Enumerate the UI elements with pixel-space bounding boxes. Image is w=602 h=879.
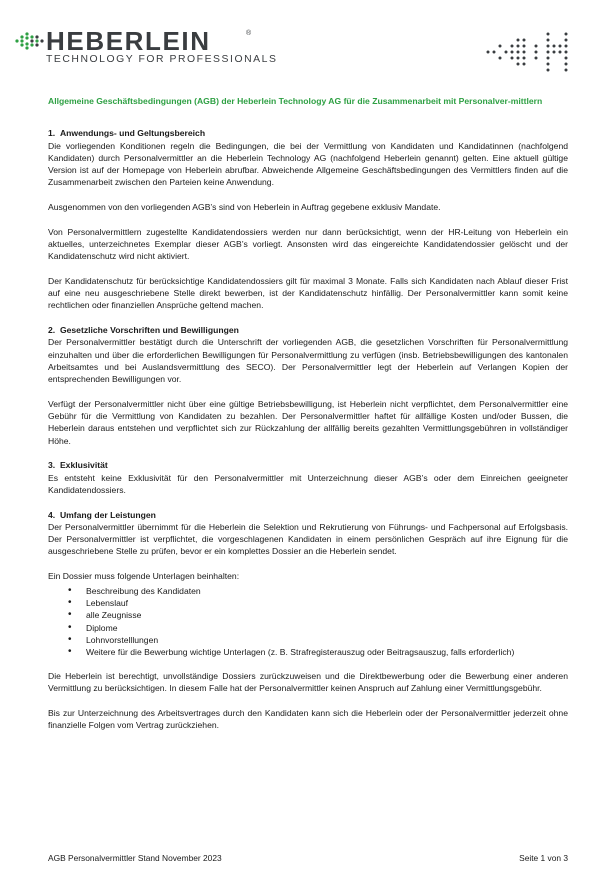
matrix-dot (535, 57, 538, 60)
matrix-dot (517, 51, 520, 54)
section-heading: 2. Gesetzliche Vorschriften und Bewilligungen (48, 325, 239, 336)
section-heading: 1. Anwendungs- und Geltungsbereich (48, 128, 206, 139)
paragraph: Ein Dossier muss folgende Unterlagen beinhalten: (48, 570, 240, 581)
matrix-dot (559, 51, 562, 54)
list-item: • Diplome (48, 622, 568, 634)
matrix-dot (511, 57, 514, 60)
page-footer (48, 853, 568, 863)
paragraph: Der Kandidatenschutz für berücksichtige Kandidatendossiers gilt für maximal 3 Monate. Falls sich Kandidaten nach Ablauf dieser Frist auf eine neu ausgeschriebene Stelle direkt bewerben, ist der Kandidatenschutz hinfällig. Der Personalvermittler kann somit keine rechtlichen oder finanziellen Ansprüche geltend machen. (48, 275, 568, 311)
footer-document-info: AGB Personalvermittler Stand November 2023 (48, 853, 222, 863)
paragraph: Bis zur Unterzeichnung des Arbeitsvertrages durch den Kandidaten kann sich die Heberlein oder der Personalvermittler jederzeit ohne finanzielle Folgen vom Vertrag zurückziehen. (48, 707, 568, 731)
matrix-dot (499, 45, 502, 48)
document-body (48, 95, 568, 744)
matrix-dot (523, 51, 526, 54)
list-item: • Weitere für die Bewerbung wichtige Unterlagen (z. B. Strafregisterauszug oder Beitragsauszug, falls erforderlich) (48, 646, 568, 658)
matrix-dot (553, 45, 556, 48)
list-item: • Lebenslauf (48, 597, 568, 609)
matrix-dot (535, 51, 538, 54)
matrix-dot (553, 51, 556, 54)
section-heading: 4. Umfang der Leistungen (48, 509, 156, 520)
matrix-dot (505, 51, 508, 54)
paragraph: Es entsteht keine Exklusivität für den Personalvermittler mit Unterzeichnung dieser AGB’s oder dem Einreichen geeigneter Kandidatendossiers. (48, 472, 568, 495)
paragraph: Die Heberlein ist berechtigt, unvollständige Dossiers zurückzuweisen und die Direktbewerbung oder die Bewerbung einer anderen Vermittlung zu berücksichtigen. In diesem Falle hat der Personalvermittler keinen Anspruch auf Zahlung einer Vermittlungsgebühr. (48, 670, 568, 694)
section-heading: 3. Exklusivität (48, 460, 108, 471)
matrix-dot (559, 45, 562, 48)
matrix-dot (499, 57, 502, 60)
registered-mark: ® (246, 30, 252, 37)
paragraph: Ausgenommen von den vorliegenden AGB’s sind von Heberlein in Auftrag gegebene exklusiv Mandate. (48, 202, 441, 213)
matrix-dot (517, 45, 520, 48)
paragraph: Der Personalvermittler übernimmt für die Heberlein die Selektion und Rekrutierung von Führungs- und Fachpersonal auf Erfolgsbasis. Der Personalvermittler ist verpflichtet, die vorgeschlagenen Kandidaten in einem persönlichen Gespräch auf ihre Eignung für die ausgeschriebene Stelle zu prüfen, bevor er ein komplettes Dossier an die Heberlein sendet. (48, 521, 568, 557)
section-2 (48, 324, 568, 447)
section-1 (48, 127, 568, 311)
brand-tagline: TECHNOLOGY FOR PROFESSIONALS (46, 54, 278, 65)
arrow-dots-icon (14, 32, 48, 50)
matrix-dot (535, 45, 538, 48)
matrix-dot (547, 57, 550, 60)
matrix-dot (547, 63, 550, 66)
matrix-dot (547, 39, 550, 42)
list-item: • alle Zeugnisse (48, 609, 568, 621)
matrix-dot (517, 57, 520, 60)
matrix-dot (547, 45, 550, 48)
paragraph: Der Personalvermittler bestätigt durch die Unterschrift der vorliegenden AGB, die gesetzlichen Vorschriften für Personalvermittlung einzuhalten und über die erforderlichen Bewilligungen für Personalvermittlung zu verfügen (insb. Betriebsbewilligungen des kantonalen Arbeitsamtes und bei Auslandsvermittlung des SECO). Der Personalvermittler legt der Heberlein auf Verlangen Kopien der entsprechenden Bewilligungen vor. (48, 337, 568, 385)
matrix-dot (565, 51, 568, 54)
required-documents-list (48, 585, 568, 658)
matrix-dot (523, 57, 526, 60)
matrix-dot (493, 51, 496, 54)
dot-matrix-icon (484, 30, 574, 74)
matrix-dot (547, 33, 550, 36)
paragraph: Verfügt der Personalvermittler nicht über eine gültige Betriebsbewilligung, ist Heberlein nicht verpflichtet, dem Personalvermittler eine Gebühr für die Vermittlung von Kandidaten zu bezahlen. Der Personalvermittler haftet für allfällige Kosten und/oder Bussen, die Heberlein daraus entstehen und verpflichtet sich zur Rückzahlung der allfällig bereits gezahlten Vermittlungsgebühren in vollständiger Höhe. (48, 398, 568, 446)
brand-name: HEBERLEIN (46, 26, 211, 56)
list-item: • Lohnvorstelllungen (48, 634, 568, 646)
matrix-dot (565, 33, 568, 36)
paragraph: Die vorliegenden Konditionen regeln die Bedingungen, die bei der Vermittlung von Kandidaten und Kandidatinnen (nachfolgend Kandidaten) durch Personalvermittler an die Heberlein Technology AG (nachfolgend Heberlein genannt) gelten. Eine aktuell gültige Version ist auf der Homepage von Heberlein abrufbar. Abweichende Allgemeine Geschäftsbedingungen des Vermittlers finden auf die Zusammenarbeit zwischen den Parteien keine Anwendung. (48, 140, 568, 188)
matrix-dot (565, 45, 568, 48)
matrix-dot (487, 51, 490, 54)
matrix-dot (523, 45, 526, 48)
paragraph: Von Personalvermittlern zugestellte Kandidatendossiers werden nur dann berücksichtigt, wenn der HR-Leitung von Heberlein ein aktuelles, unterzeichnetes Exemplar dieser AGB’s vorliegt. Ansonsten wird das eingereichte Kandidatendossier gelöscht und der Kandidatenschutz wird nicht aktiviert. (48, 226, 568, 262)
matrix-dot (523, 63, 526, 66)
matrix-dot (565, 69, 568, 72)
matrix-dot (547, 51, 550, 54)
document-title: Allgemeine Geschäftsbedingungen (AGB) der Heberlein Technology AG für die Zusammenarbeit mit Personalver-mittlern (48, 96, 543, 106)
matrix-dot (523, 39, 526, 42)
page-number: Seite 1 von 3 (519, 853, 568, 863)
matrix-dot (565, 39, 568, 42)
matrix-dot (517, 39, 520, 42)
matrix-dot (517, 63, 520, 66)
matrix-dot (511, 51, 514, 54)
section-3 (48, 459, 568, 496)
matrix-dot (565, 57, 568, 60)
matrix-dot (547, 69, 550, 72)
page-header (14, 28, 588, 74)
matrix-dot (565, 63, 568, 66)
matrix-dot (511, 45, 514, 48)
list-item: • Beschreibung des Kandidaten (48, 585, 568, 597)
section-4 (48, 509, 568, 732)
